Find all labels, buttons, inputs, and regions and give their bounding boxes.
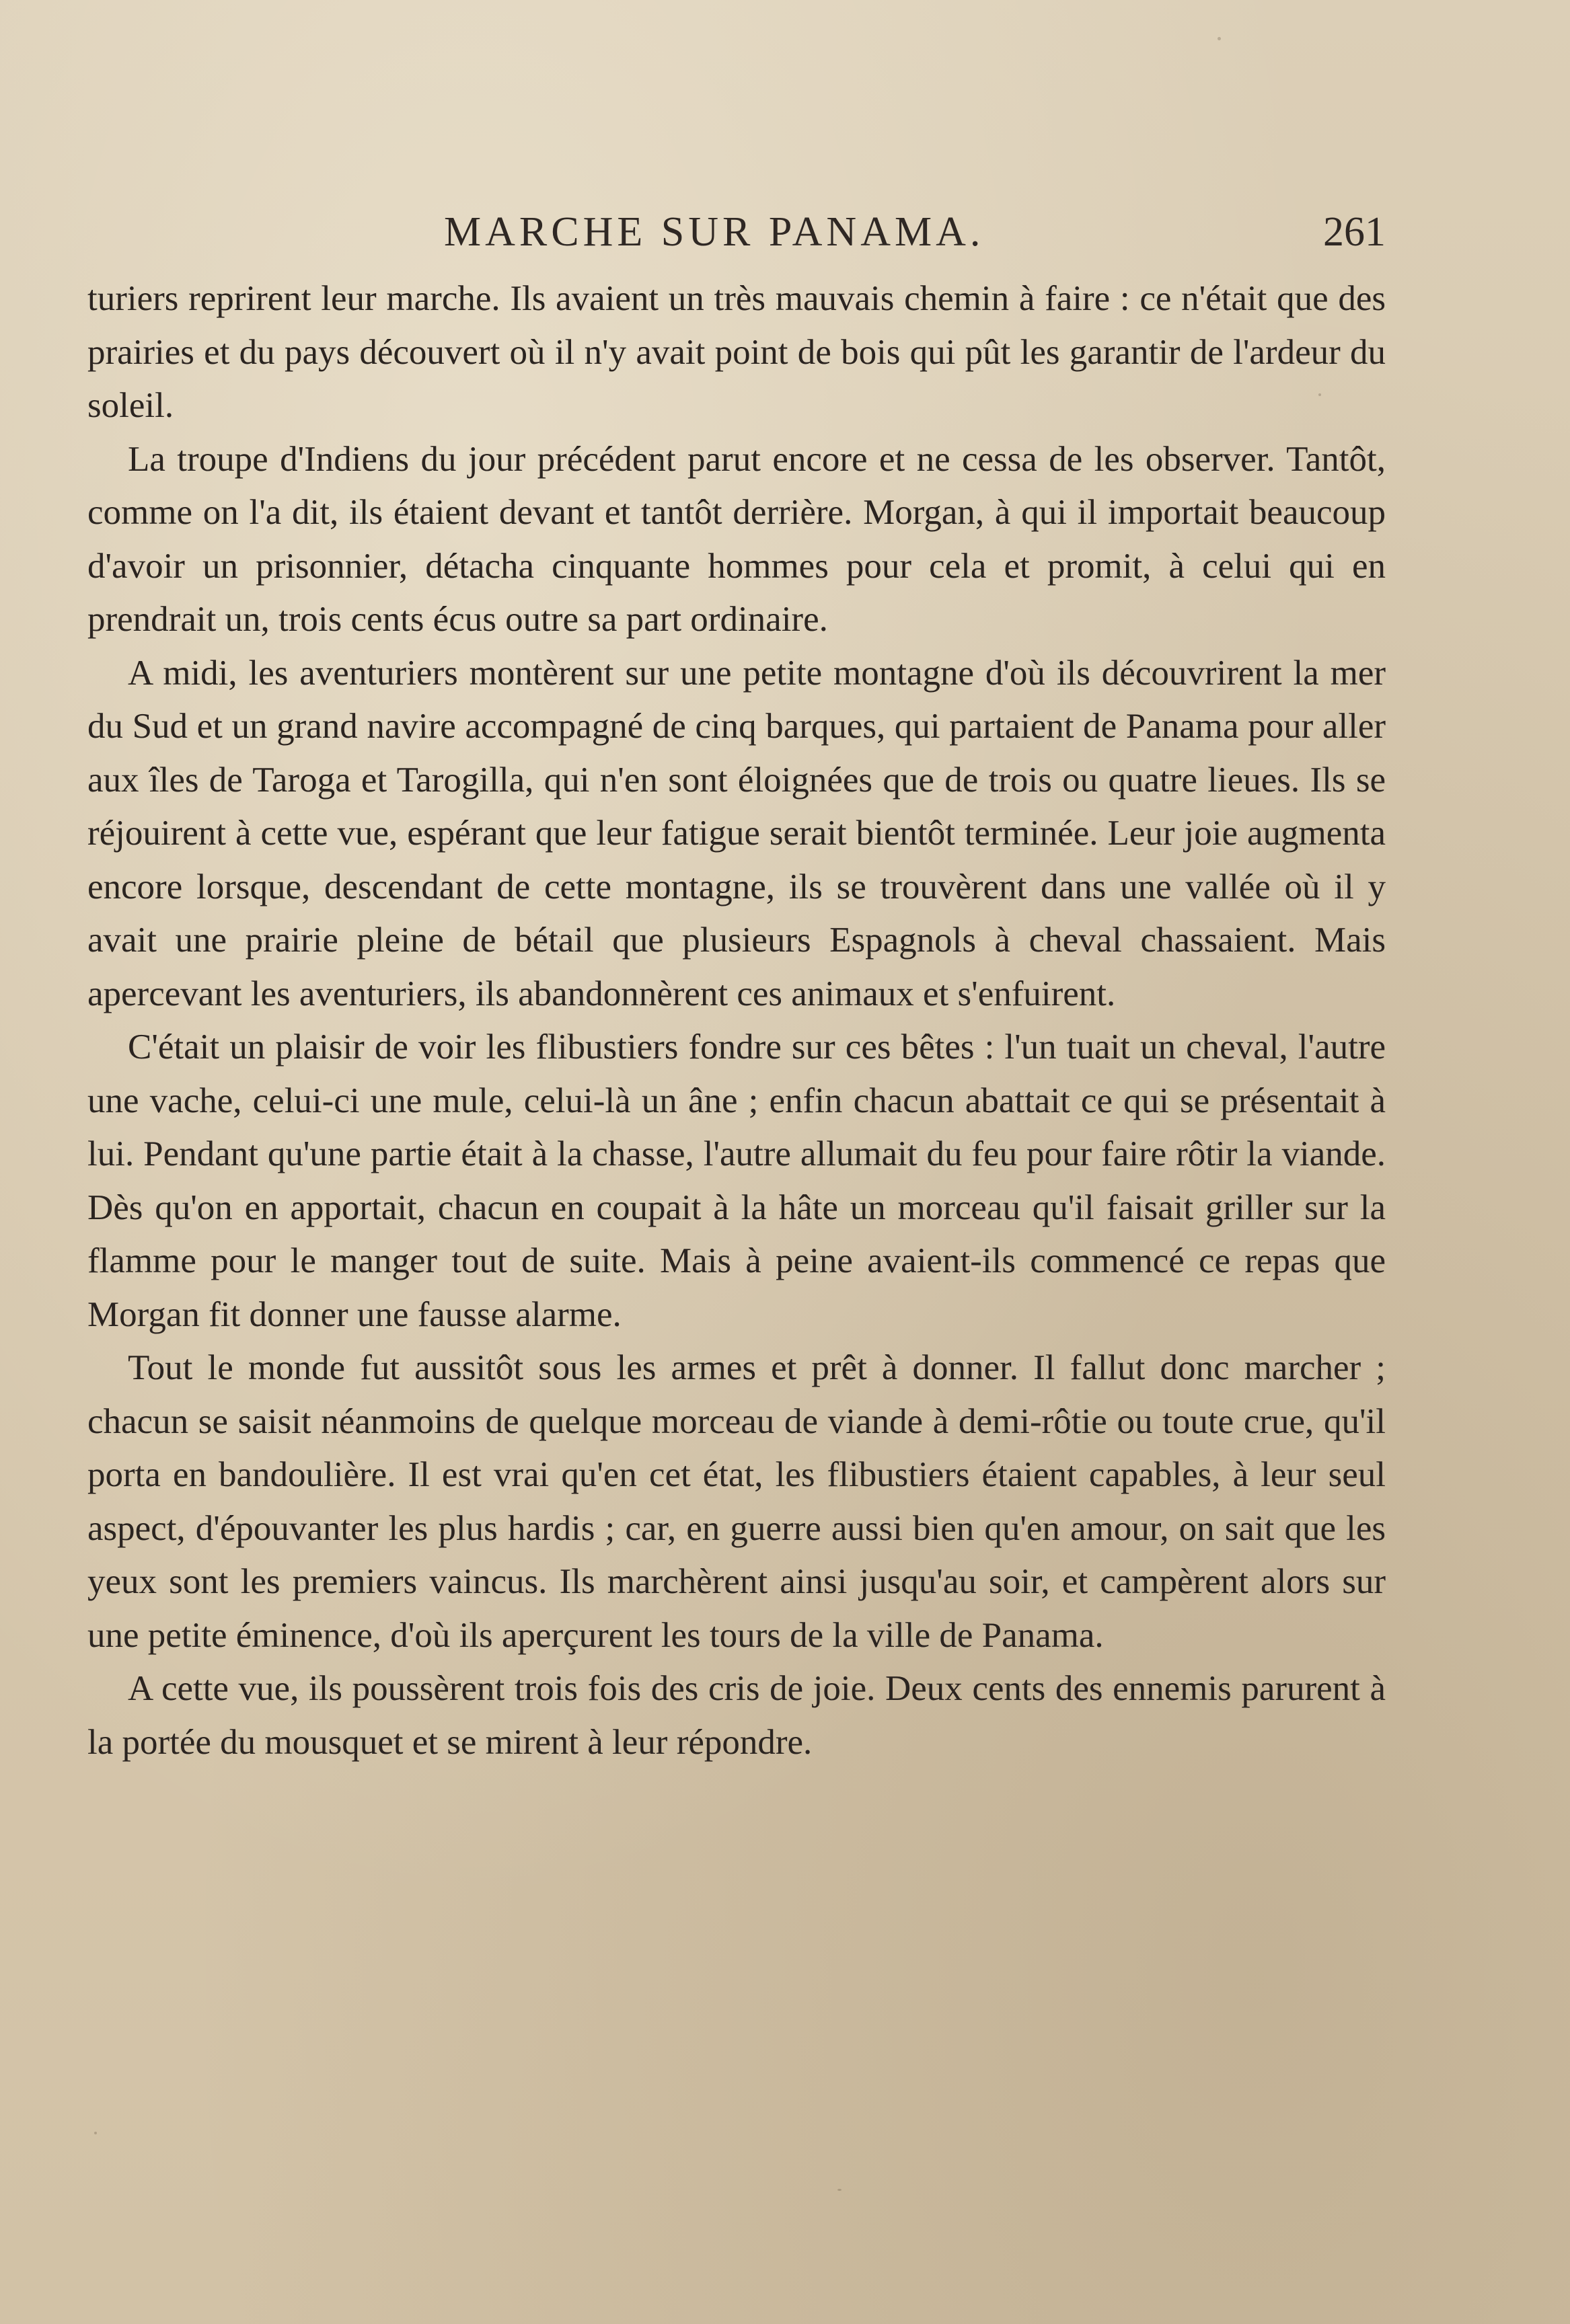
paragraph-6: A cette vue, ils poussèrent trois fois des cris de joie. Deux cents des ennemis parurent à la portée du mousquet et se mirent à leur répondre. (87, 1669, 1386, 1762)
paragraph-3: A midi, les aventuriers montèrent sur une petite montagne d'où ils découvrirent la mer du Sud et un grand navire accompagné de cinq barques, qui partaient de Panama pour aller aux îles de Taroga et Tarogilla, qui n'en sont éloignées que de trois ou quatre lieues. Ils se réjouirent à cette vue, espérant que leur fatigue serait bientôt terminée. Leur joie augmenta encore lorsque, descendant de cette montagne, ils se trouvèrent dans une vallée où il y avait une prairie pleine de bétail que plusieurs Espagnols à cheval chassaient. Mais apercevant les aventuriers, ils abandonnèrent ces animaux et s'enfuirent. (87, 653, 1386, 1013)
paragraph-5: Tout le monde fut aussitôt sous les armes et prêt à donner. Il fallut donc marcher ; chacun se saisit néanmoins de quelque morceau de viande à demi-rôtie ou toute crue, qu'il porta en bandoulière. Il est vrai qu'en cet état, les flibustiers étaient capables, à leur seul aspect, d'épouvanter les plus hardis ; car, en guerre aussi bien qu'en amour, on sait que les yeux sont les premiers vaincus. Ils marchèrent ainsi jusqu'au soir, et campèrent alors sur une petite éminence, d'où ils aperçurent les tours de la ville de Panama. (87, 1348, 1386, 1655)
body-text (87, 272, 1386, 1769)
paper-speck (1318, 393, 1321, 396)
paper-speck (1218, 37, 1221, 40)
running-title: MARCHE SUR PANAMA. (444, 209, 985, 255)
page-number: 261 (1323, 209, 1386, 255)
paper-speck (837, 2189, 842, 2191)
paragraph-1: turiers reprirent leur marche. Ils avaient un très mauvais chemin à faire : ce n'était que des prairies et du pays découvert où il n'y avait point de bois qui pût les garantir de l'ardeur du soleil. (87, 279, 1386, 425)
paragraph-4: C'était un plaisir de voir les flibustiers fondre sur ces bêtes : l'un tuait un cheval, l'autre une vache, celui-ci une mule, celui-là un âne ; enfin chacun abattait ce qui se présentait à lui. Pendant qu'une partie était à la chasse, l'autre allumait du feu pour faire rôtir la viande. Dès qu'on en apportait, chacun en coupait à la hâte un morceau qu'il faisait griller sur la flamme pour le manger tout de suite. Mais à peine avaient-ils commencé ce repas que Morgan fit donner une fausse alarme. (87, 1028, 1386, 1334)
paragraph-2: La troupe d'Indiens du jour précédent parut encore et ne cessa de les observer. Tantôt, comme on l'a dit, ils étaient devant et tantôt derrière. Morgan, à qui il importait beaucoup d'avoir un prisonnier, détacha cinquante hommes pour cela et promit, à celui qui en prendrait un, trois cents écus outre sa part ordinaire. (87, 439, 1386, 639)
paper-speck (94, 2132, 97, 2134)
running-head (87, 208, 1386, 269)
